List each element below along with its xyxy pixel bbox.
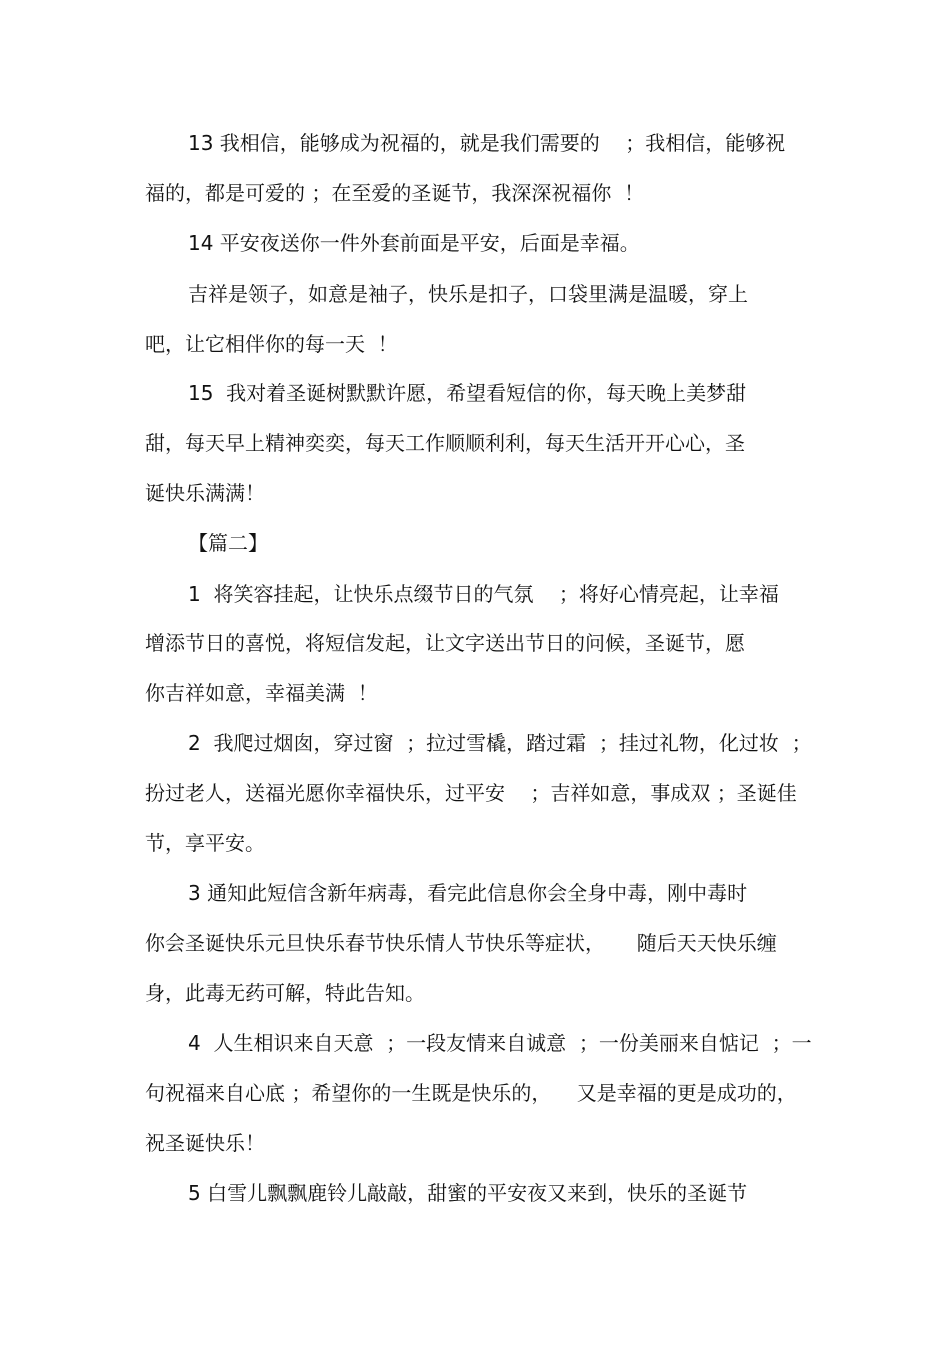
item-2-line-1: 2 我爬过烟囱，穿过窗 ；拉过雪橇，踏过霜 ；挂过礼物，化过妆 ； [188,731,812,755]
item-3-line-2: 你会圣诞快乐元旦快乐春节快乐情人节快乐等症状， 随后天天快乐缠 [145,931,777,955]
item-2-line-3: 节，享平安。 [145,831,265,855]
item-4-line-3: 祝圣诞快乐！ [145,1131,265,1155]
item-3-line-3: 身，此毒无药可解，特此告知。 [145,981,425,1005]
item-1-line-1: 1 将笑容挂起，让快乐点缀节日的气氛 ；将好心情亮起，让幸福 [188,582,779,606]
item-4-line-1: 4 人生相识来自天意 ；一段友情来自诚意 ；一份美丽来自惦记 ；一 [188,1031,812,1055]
paragraph-13-line-1: 13 我相信，能够成为祝福的，就是我们需要的 ；我相信，能够祝 [188,131,786,155]
paragraph-14-line-1: 14 平安夜送你一件外套前面是平安，后面是幸福。 [188,231,640,255]
section-heading: 【篇二】 [188,531,268,555]
paragraph-14-line-3: 吧，让它相伴你的每一天 ！ [145,332,398,356]
item-3-line-1: 3 通知此短信含新年病毒，看完此信息你会全身中毒，刚中毒时 [188,881,748,905]
item-1-line-3: 你吉祥如意，幸福美满 ！ [145,681,378,705]
item-2-line-2: 扮过老人，送福光愿你幸福快乐，过平安 ；吉祥如意，事成双 ；圣诞佳 [145,781,797,805]
paragraph-15-line-3: 诞快乐满满！ [145,481,265,505]
item-5-line-1: 5 白雪儿飘飘鹿铃儿敲敲，甜蜜的平安夜又来到，快乐的圣诞节 [188,1181,748,1205]
item-4-line-2: 句祝福来自心底 ；希望你的一生既是快乐的， 又是幸福的更是成功的， [145,1081,797,1105]
paragraph-15-line-1: 15 我对着圣诞树默默许愿，希望看短信的你，每天晚上美梦甜 [188,381,747,405]
paragraph-13-line-2: 福的，都是可爱的 ；在至爱的圣诞节，我深深祝福你 ！ [145,181,645,205]
paragraph-15-line-2: 甜，每天早上精神奕奕，每天工作顺顺利利，每天生活开开心心，圣 [145,431,745,455]
paragraph-14-line-2: 吉祥是领子，如意是袖子，快乐是扣子，口袋里满是温暖，穿上 [188,282,748,306]
item-1-line-2: 增添节日的喜悦，将短信发起，让文字送出节日的问候，圣诞节，愿 [145,631,745,655]
